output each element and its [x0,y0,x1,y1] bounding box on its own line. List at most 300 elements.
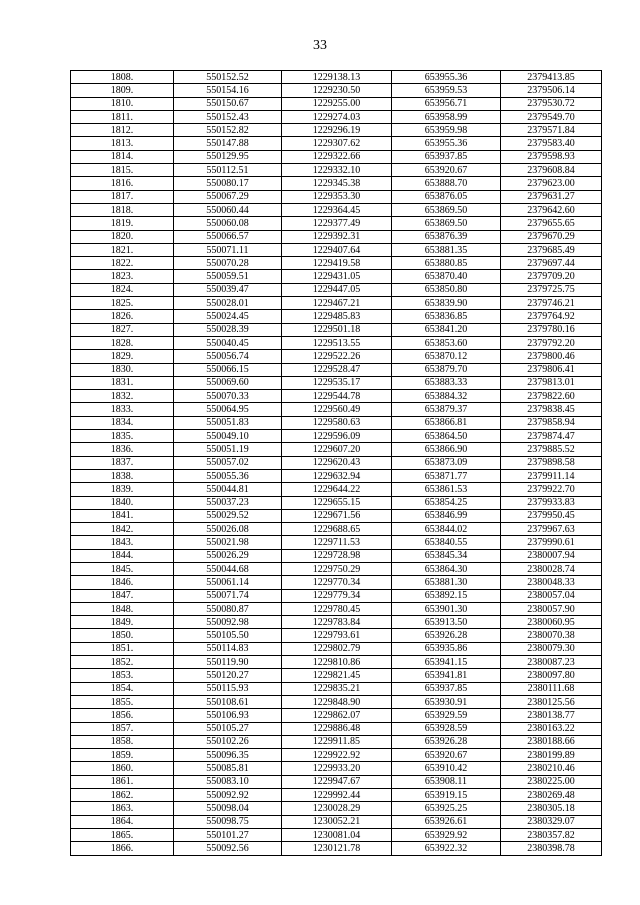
x2-coordinate-cell: 653908.11 [392,775,501,788]
point-number-cell: 1821. [71,243,174,256]
x1-coordinate-cell: 550056.74 [174,350,282,363]
x2-coordinate-cell: 653864.30 [392,562,501,575]
table-row [71,815,602,828]
x1-coordinate-cell: 550150.67 [174,97,282,110]
point-number-cell: 1861. [71,775,174,788]
x1-coordinate-cell: 550102.26 [174,735,282,748]
point-number-cell: 1829. [71,350,174,363]
x2-coordinate-cell: 653876.39 [392,230,501,243]
y2-coordinate-cell: 2379933.83 [501,496,602,509]
point-number-cell: 1820. [71,230,174,243]
point-number-cell: 1855. [71,695,174,708]
x2-coordinate-cell: 653883.33 [392,376,501,389]
table-row [71,496,602,509]
x1-coordinate-cell: 550021.98 [174,536,282,549]
table-row [71,629,602,642]
x2-coordinate-cell: 653920.67 [392,749,501,762]
point-number-cell: 1841. [71,509,174,522]
table-row [71,430,602,443]
table-row [71,523,602,536]
table-row [71,695,602,708]
x2-coordinate-cell: 653910.42 [392,762,501,775]
point-number-cell: 1833. [71,403,174,416]
y1-coordinate-cell: 1229322.66 [282,150,392,163]
table-row [71,363,602,376]
y1-coordinate-cell: 1229783.84 [282,616,392,629]
x2-coordinate-cell: 653871.77 [392,469,501,482]
x1-coordinate-cell: 550101.27 [174,828,282,841]
y1-coordinate-cell: 1229255.00 [282,97,392,110]
page-number: 33 [313,38,327,53]
y2-coordinate-cell: 2379858.94 [501,416,602,429]
y2-coordinate-cell: 2379911.14 [501,469,602,482]
x1-coordinate-cell: 550051.83 [174,416,282,429]
point-number-cell: 1832. [71,390,174,403]
y1-coordinate-cell: 1229307.62 [282,137,392,150]
x1-coordinate-cell: 550080.17 [174,177,282,190]
x1-coordinate-cell: 550147.88 [174,137,282,150]
x2-coordinate-cell: 653873.09 [392,456,501,469]
y2-coordinate-cell: 2379623.00 [501,177,602,190]
x1-coordinate-cell: 550026.29 [174,549,282,562]
y1-coordinate-cell: 1229535.17 [282,376,392,389]
y1-coordinate-cell: 1229821.45 [282,669,392,682]
y1-coordinate-cell: 1229501.18 [282,323,392,336]
x1-coordinate-cell: 550071.74 [174,589,282,602]
y1-coordinate-cell: 1229431.05 [282,270,392,283]
y2-coordinate-cell: 2380111.68 [501,682,602,695]
table-row [71,350,602,363]
x2-coordinate-cell: 653866.90 [392,443,501,456]
y1-coordinate-cell: 1229886.48 [282,722,392,735]
y2-coordinate-cell: 2379642.60 [501,203,602,216]
table-row [71,722,602,735]
table-row [71,682,602,695]
x1-coordinate-cell: 550092.98 [174,616,282,629]
x1-coordinate-cell: 550037.23 [174,496,282,509]
point-number-cell: 1862. [71,789,174,802]
y1-coordinate-cell: 1229580.63 [282,416,392,429]
y2-coordinate-cell: 2380079.30 [501,642,602,655]
x2-coordinate-cell: 653870.40 [392,270,501,283]
x1-coordinate-cell: 550098.75 [174,815,282,828]
table-row [71,789,602,802]
x1-coordinate-cell: 550049.10 [174,430,282,443]
y2-coordinate-cell: 2380188.66 [501,735,602,748]
y1-coordinate-cell: 1229711.53 [282,536,392,549]
x2-coordinate-cell: 653892.15 [392,589,501,602]
x1-coordinate-cell: 550060.08 [174,217,282,230]
x2-coordinate-cell: 653841.20 [392,323,501,336]
x1-coordinate-cell: 550066.57 [174,230,282,243]
point-number-cell: 1809. [71,84,174,97]
point-number-cell: 1818. [71,203,174,216]
y2-coordinate-cell: 2380057.04 [501,589,602,602]
y1-coordinate-cell: 1229353.30 [282,190,392,203]
x2-coordinate-cell: 653879.37 [392,403,501,416]
table-row [71,483,602,496]
x1-coordinate-cell: 550057.02 [174,456,282,469]
point-number-cell: 1819. [71,217,174,230]
x1-coordinate-cell: 550108.61 [174,695,282,708]
y2-coordinate-cell: 2379990.61 [501,536,602,549]
y2-coordinate-cell: 2380329.07 [501,815,602,828]
point-number-cell: 1860. [71,762,174,775]
x2-coordinate-cell: 653958.99 [392,110,501,123]
x1-coordinate-cell: 550114.83 [174,642,282,655]
point-number-cell: 1858. [71,735,174,748]
point-number-cell: 1844. [71,549,174,562]
x2-coordinate-cell: 653959.98 [392,124,501,137]
y2-coordinate-cell: 2380007.94 [501,549,602,562]
x2-coordinate-cell: 653930.91 [392,695,501,708]
table-row [71,589,602,602]
table-row [71,828,602,841]
point-number-cell: 1849. [71,616,174,629]
point-number-cell: 1846. [71,576,174,589]
y2-coordinate-cell: 2380125.56 [501,695,602,708]
x1-coordinate-cell: 550061.14 [174,576,282,589]
x1-coordinate-cell: 550040.45 [174,336,282,349]
x1-coordinate-cell: 550070.28 [174,257,282,270]
table-row [71,562,602,575]
y1-coordinate-cell: 1230052.21 [282,815,392,828]
y2-coordinate-cell: 2379874.47 [501,430,602,443]
y1-coordinate-cell: 1229810.86 [282,656,392,669]
y2-coordinate-cell: 2379792.20 [501,336,602,349]
table-row [71,549,602,562]
table-row [71,243,602,256]
point-number-cell: 1817. [71,190,174,203]
y2-coordinate-cell: 2379898.58 [501,456,602,469]
point-number-cell: 1813. [71,137,174,150]
x1-coordinate-cell: 550059.51 [174,270,282,283]
x1-coordinate-cell: 550085.81 [174,762,282,775]
y2-coordinate-cell: 2379822.60 [501,390,602,403]
y1-coordinate-cell: 1229364.45 [282,203,392,216]
x1-coordinate-cell: 550064.95 [174,403,282,416]
x1-coordinate-cell: 550028.39 [174,323,282,336]
y2-coordinate-cell: 2379725.75 [501,283,602,296]
x1-coordinate-cell: 550106.93 [174,709,282,722]
y1-coordinate-cell: 1230121.78 [282,842,392,855]
point-number-cell: 1866. [71,842,174,855]
y2-coordinate-cell: 2379967.63 [501,523,602,536]
x1-coordinate-cell: 550071.11 [174,243,282,256]
y1-coordinate-cell: 1229345.38 [282,177,392,190]
point-number-cell: 1865. [71,828,174,841]
y1-coordinate-cell: 1229620.43 [282,456,392,469]
y1-coordinate-cell: 1229779.34 [282,589,392,602]
x1-coordinate-cell: 550028.01 [174,297,282,310]
table-row [71,509,602,522]
x2-coordinate-cell: 653959.53 [392,84,501,97]
x2-coordinate-cell: 653919.15 [392,789,501,802]
x2-coordinate-cell: 653839.90 [392,297,501,310]
x1-coordinate-cell: 550120.27 [174,669,282,682]
table-row [71,217,602,230]
y1-coordinate-cell: 1230081.04 [282,828,392,841]
y2-coordinate-cell: 2379838.45 [501,403,602,416]
y1-coordinate-cell: 1229607.20 [282,443,392,456]
x2-coordinate-cell: 653869.50 [392,203,501,216]
y1-coordinate-cell: 1229802.79 [282,642,392,655]
x2-coordinate-cell: 653926.28 [392,629,501,642]
point-number-cell: 1856. [71,709,174,722]
x1-coordinate-cell: 550115.93 [174,682,282,695]
table-row [71,602,602,615]
table-row [71,177,602,190]
x2-coordinate-cell: 653929.59 [392,709,501,722]
y1-coordinate-cell: 1229793.61 [282,629,392,642]
x1-coordinate-cell: 550096.35 [174,749,282,762]
x2-coordinate-cell: 653920.67 [392,164,501,177]
table-row [71,443,602,456]
table-row [71,270,602,283]
table-row [71,297,602,310]
y1-coordinate-cell: 1229835.21 [282,682,392,695]
y2-coordinate-cell: 2380087.23 [501,656,602,669]
y2-coordinate-cell: 2379530.72 [501,97,602,110]
table-row [71,283,602,296]
table-row [71,762,602,775]
y1-coordinate-cell: 1229655.15 [282,496,392,509]
y1-coordinate-cell: 1229671.56 [282,509,392,522]
y2-coordinate-cell: 2380357.82 [501,828,602,841]
x2-coordinate-cell: 653880.85 [392,257,501,270]
y2-coordinate-cell: 2380057.90 [501,602,602,615]
x2-coordinate-cell: 653888.70 [392,177,501,190]
table-row [71,576,602,589]
y2-coordinate-cell: 2379800.46 [501,350,602,363]
y1-coordinate-cell: 1229911.85 [282,735,392,748]
point-number-cell: 1810. [71,97,174,110]
table-row [71,669,602,682]
y1-coordinate-cell: 1229528.47 [282,363,392,376]
table-row [71,190,602,203]
x2-coordinate-cell: 653935.86 [392,642,501,655]
x2-coordinate-cell: 653956.71 [392,97,501,110]
y2-coordinate-cell: 2380048.33 [501,576,602,589]
x1-coordinate-cell: 550105.27 [174,722,282,735]
table-row [71,536,602,549]
y2-coordinate-cell: 2379670.29 [501,230,602,243]
y2-coordinate-cell: 2380028.74 [501,562,602,575]
y1-coordinate-cell: 1229922.92 [282,749,392,762]
x1-coordinate-cell: 550129.95 [174,150,282,163]
y2-coordinate-cell: 2380199.89 [501,749,602,762]
x2-coordinate-cell: 653850.80 [392,283,501,296]
y1-coordinate-cell: 1229138.13 [282,71,392,84]
y2-coordinate-cell: 2379885.52 [501,443,602,456]
point-number-cell: 1852. [71,656,174,669]
y2-coordinate-cell: 2379950.45 [501,509,602,522]
coordinates-table [70,70,602,856]
x2-coordinate-cell: 653901.30 [392,602,501,615]
point-number-cell: 1834. [71,416,174,429]
x1-coordinate-cell: 550092.56 [174,842,282,855]
y2-coordinate-cell: 2379506.14 [501,84,602,97]
y1-coordinate-cell: 1229392.31 [282,230,392,243]
table-row [71,323,602,336]
y1-coordinate-cell: 1229992.44 [282,789,392,802]
x1-coordinate-cell: 550024.45 [174,310,282,323]
y2-coordinate-cell: 2379583.40 [501,137,602,150]
point-number-cell: 1836. [71,443,174,456]
point-number-cell: 1825. [71,297,174,310]
y2-coordinate-cell: 2379746.21 [501,297,602,310]
y1-coordinate-cell: 1229644.22 [282,483,392,496]
x2-coordinate-cell: 653836.85 [392,310,501,323]
x1-coordinate-cell: 550083.10 [174,775,282,788]
point-number-cell: 1843. [71,536,174,549]
y2-coordinate-cell: 2379608.84 [501,164,602,177]
x1-coordinate-cell: 550066.15 [174,363,282,376]
x1-coordinate-cell: 550060.44 [174,203,282,216]
table-row [71,110,602,123]
table-row [71,336,602,349]
coordinates-table-body [71,71,602,856]
y2-coordinate-cell: 2379598.93 [501,150,602,163]
x2-coordinate-cell: 653845.34 [392,549,501,562]
point-number-cell: 1814. [71,150,174,163]
point-number-cell: 1830. [71,363,174,376]
x2-coordinate-cell: 653926.61 [392,815,501,828]
y2-coordinate-cell: 2380269.48 [501,789,602,802]
point-number-cell: 1826. [71,310,174,323]
y2-coordinate-cell: 2379806.41 [501,363,602,376]
x2-coordinate-cell: 653955.36 [392,137,501,150]
table-row [71,749,602,762]
table-row [71,71,602,84]
y1-coordinate-cell: 1229770.34 [282,576,392,589]
x1-coordinate-cell: 550119.90 [174,656,282,669]
x2-coordinate-cell: 653926.28 [392,735,501,748]
x1-coordinate-cell: 550152.82 [174,124,282,137]
x1-coordinate-cell: 550152.43 [174,110,282,123]
y1-coordinate-cell: 1229933.20 [282,762,392,775]
y2-coordinate-cell: 2379709.20 [501,270,602,283]
point-number-cell: 1847. [71,589,174,602]
x2-coordinate-cell: 653929.92 [392,828,501,841]
y2-coordinate-cell: 2379655.65 [501,217,602,230]
table-row [71,257,602,270]
y1-coordinate-cell: 1229377.49 [282,217,392,230]
x2-coordinate-cell: 653846.99 [392,509,501,522]
table-row [71,230,602,243]
x2-coordinate-cell: 653941.15 [392,656,501,669]
point-number-cell: 1811. [71,110,174,123]
point-number-cell: 1822. [71,257,174,270]
table-row [71,376,602,389]
point-number-cell: 1842. [71,523,174,536]
y1-coordinate-cell: 1229274.03 [282,110,392,123]
table-row [71,390,602,403]
x1-coordinate-cell: 550070.33 [174,390,282,403]
y1-coordinate-cell: 1229522.26 [282,350,392,363]
y2-coordinate-cell: 2379764.92 [501,310,602,323]
table-row [71,842,602,855]
x1-coordinate-cell: 550069.60 [174,376,282,389]
y1-coordinate-cell: 1229728.98 [282,549,392,562]
y1-coordinate-cell: 1229544.78 [282,390,392,403]
table-row [71,456,602,469]
x1-coordinate-cell: 550092.92 [174,789,282,802]
x2-coordinate-cell: 653876.05 [392,190,501,203]
point-number-cell: 1848. [71,602,174,615]
x2-coordinate-cell: 653844.02 [392,523,501,536]
point-number-cell: 1815. [71,164,174,177]
point-number-cell: 1863. [71,802,174,815]
y1-coordinate-cell: 1229750.29 [282,562,392,575]
y2-coordinate-cell: 2379685.49 [501,243,602,256]
point-number-cell: 1812. [71,124,174,137]
x2-coordinate-cell: 653853.60 [392,336,501,349]
x2-coordinate-cell: 653955.36 [392,71,501,84]
y1-coordinate-cell: 1229332.10 [282,164,392,177]
x2-coordinate-cell: 653941.81 [392,669,501,682]
x2-coordinate-cell: 653925.25 [392,802,501,815]
y1-coordinate-cell: 1229230.50 [282,84,392,97]
point-number-cell: 1824. [71,283,174,296]
y1-coordinate-cell: 1229513.55 [282,336,392,349]
table-row [71,84,602,97]
table-row [71,735,602,748]
point-number-cell: 1859. [71,749,174,762]
x1-coordinate-cell: 550039.47 [174,283,282,296]
x2-coordinate-cell: 653913.50 [392,616,501,629]
point-number-cell: 1840. [71,496,174,509]
x2-coordinate-cell: 653870.12 [392,350,501,363]
point-number-cell: 1853. [71,669,174,682]
y2-coordinate-cell: 2380138.77 [501,709,602,722]
y1-coordinate-cell: 1229560.49 [282,403,392,416]
x2-coordinate-cell: 653864.50 [392,430,501,443]
y1-coordinate-cell: 1229296.19 [282,124,392,137]
point-number-cell: 1838. [71,469,174,482]
point-number-cell: 1827. [71,323,174,336]
x2-coordinate-cell: 653879.70 [392,363,501,376]
table-row [71,97,602,110]
y1-coordinate-cell: 1229632.94 [282,469,392,482]
y2-coordinate-cell: 2380225.00 [501,775,602,788]
point-number-cell: 1854. [71,682,174,695]
point-number-cell: 1839. [71,483,174,496]
x2-coordinate-cell: 653881.30 [392,576,501,589]
y1-coordinate-cell: 1229485.83 [282,310,392,323]
table-row [71,642,602,655]
table-row [71,137,602,150]
point-number-cell: 1835. [71,430,174,443]
x2-coordinate-cell: 653869.50 [392,217,501,230]
y1-coordinate-cell: 1229407.64 [282,243,392,256]
y1-coordinate-cell: 1229688.65 [282,523,392,536]
point-number-cell: 1851. [71,642,174,655]
table-row [71,403,602,416]
y2-coordinate-cell: 2380163.22 [501,722,602,735]
x1-coordinate-cell: 550152.52 [174,71,282,84]
point-number-cell: 1828. [71,336,174,349]
y2-coordinate-cell: 2379813.01 [501,376,602,389]
table-row [71,203,602,216]
point-number-cell: 1857. [71,722,174,735]
x2-coordinate-cell: 653840.55 [392,536,501,549]
x2-coordinate-cell: 653861.53 [392,483,501,496]
x1-coordinate-cell: 550026.08 [174,523,282,536]
y1-coordinate-cell: 1229780.45 [282,602,392,615]
y1-coordinate-cell: 1229596.09 [282,430,392,443]
table-row [71,802,602,815]
